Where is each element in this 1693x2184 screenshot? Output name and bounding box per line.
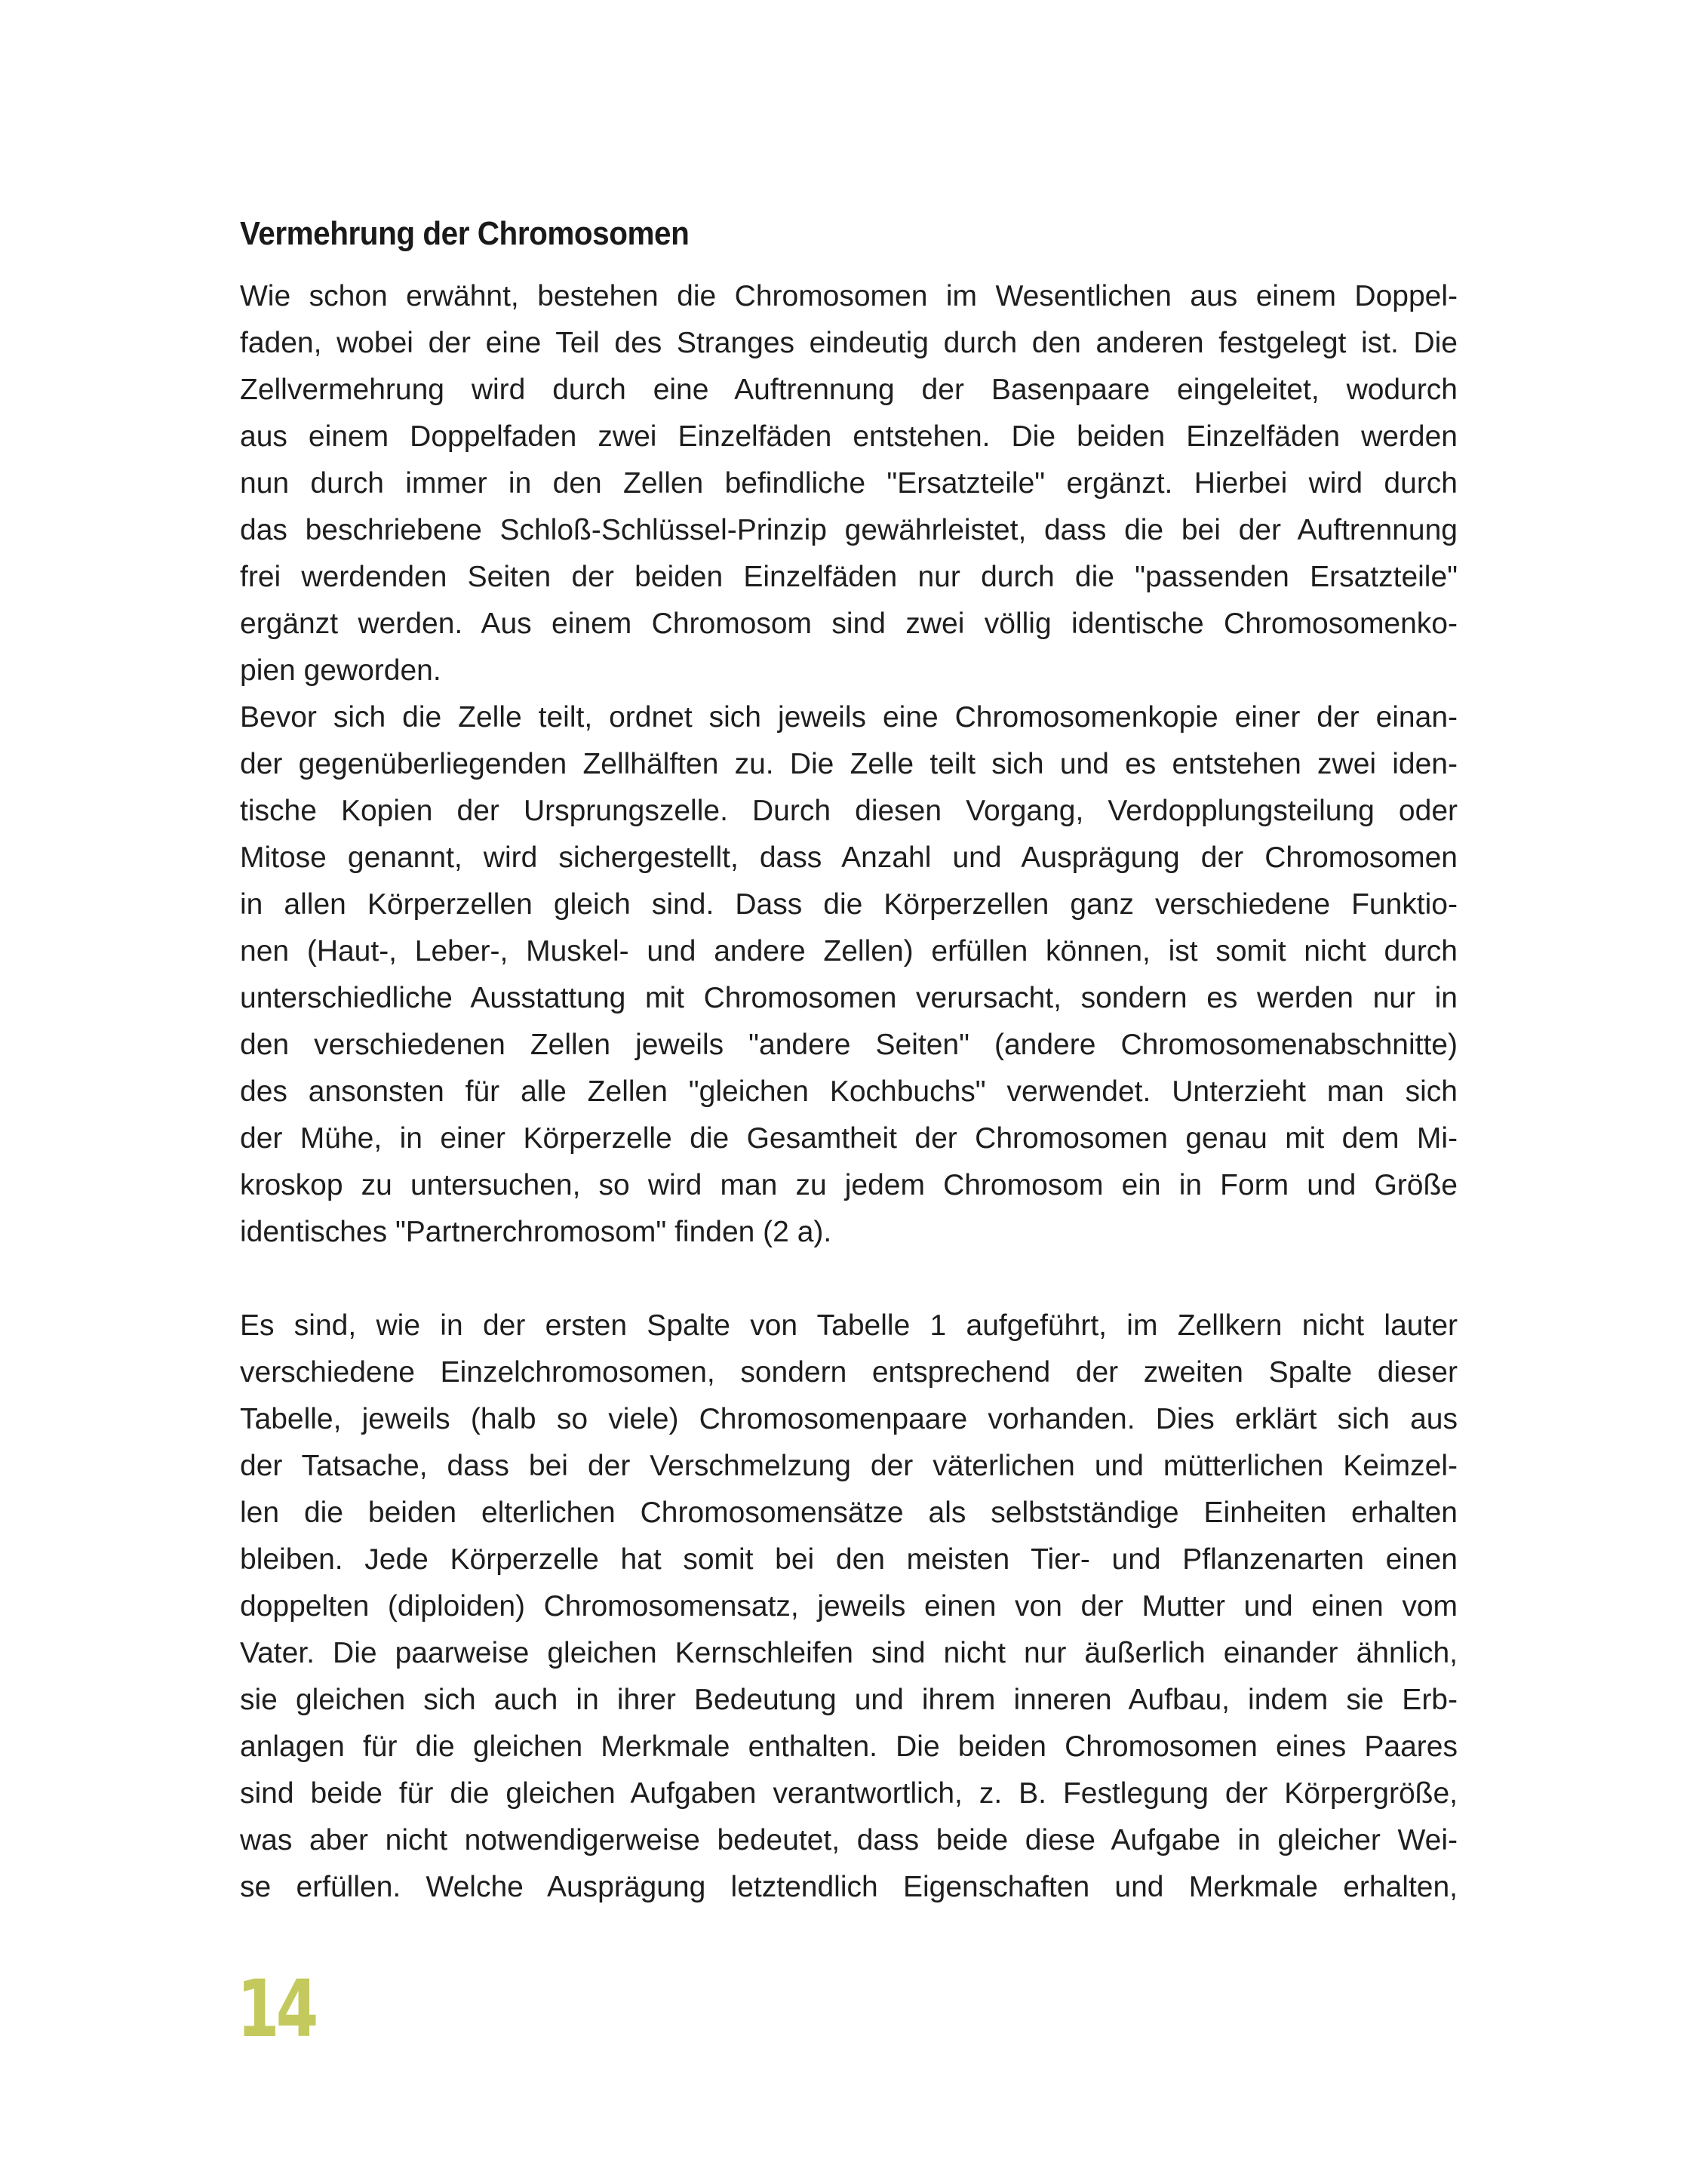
text-line: Zellvermehrung wird durch eine Auftrennung der Basenpaare eingeleitet, wodurch: [240, 374, 1458, 406]
text-line: unterschiedliche Ausstattung mit Chromosomen verursacht, sondern es werden nur in: [240, 982, 1458, 1014]
section-heading: Vermehrung der Chromosomen: [240, 215, 690, 252]
text-line: se erfüllen. Welche Ausprägung letztendlich Eigenschaften und Merkmale erhalten,: [240, 1871, 1458, 1903]
text-line: nen (Haut-, Leber-, Muskel- und andere Zellen) erfüllen können, ist somit nicht durch: [240, 935, 1458, 967]
text-line: des ansonsten für alle Zellen "gleichen Kochbuchs" verwendet. Unterzieht man sich: [240, 1075, 1458, 1108]
text-line: anlagen für die gleichen Merkmale enthalten. Die beiden Chromosomen eines Paares: [240, 1730, 1458, 1763]
text-line: Tabelle, jeweils (halb so viele) Chromosomenpaare vorhanden. Dies erklärt sich aus: [240, 1403, 1458, 1435]
text-line: kroskop zu untersuchen, so wird man zu jedem Chromosom ein in Form und Größe: [240, 1169, 1458, 1201]
text-line: faden, wobei der eine Teil des Stranges eindeutig durch den anderen festgelegt ist. Die: [240, 327, 1458, 359]
text-line: identisches "Partnerchromosom" finden (2 a).: [240, 1216, 832, 1248]
text-line: tische Kopien der Ursprungszelle. Durch diesen Vorgang, Verdopplungsteilung oder: [240, 795, 1458, 827]
text-line: Bevor sich die Zelle teilt, ordnet sich jeweils eine Chromosomenkopie einer der einan-: [240, 701, 1458, 734]
text-line: das beschriebene Schloß-Schlüssel-Prinzip gewährleistet, dass die bei der Auftrennung: [240, 514, 1458, 546]
text-line: ergänzt werden. Aus einem Chromosom sind zwei völlig identische Chromosomenko-: [240, 608, 1458, 640]
text-line: nun durch immer in den Zellen befindliche "Ersatzteile" ergänzt. Hierbei wird durch: [240, 467, 1458, 500]
text-line: Vater. Die paarweise gleichen Kernschleifen sind nicht nur äußerlich einander ähnlich,: [240, 1637, 1458, 1669]
text-line: bleiben. Jede Körperzelle hat somit bei den meisten Tier- und Pflanzenarten einen: [240, 1543, 1458, 1576]
text-line: sind beide für die gleichen Aufgaben verantwortlich, z. B. Festlegung der Körpergröße,: [240, 1777, 1458, 1810]
text-line: was aber nicht notwendigerweise bedeutet, dass beide diese Aufgabe in gleicher Wei-: [240, 1824, 1458, 1856]
text-line: frei werdenden Seiten der beiden Einzelfäden nur durch die "passenden Ersatzteile": [240, 561, 1458, 593]
text-line: Mitose genannt, wird sichergestellt, dass Anzahl und Ausprägung der Chromosomen: [240, 841, 1458, 874]
text-line: Es sind, wie in der ersten Spalte von Tabelle 1 aufgeführt, im Zellkern nicht lauter: [240, 1309, 1458, 1342]
text-line: der gegenüberliegenden Zellhälften zu. Die Zelle teilt sich und es entstehen zwei iden-: [240, 748, 1458, 780]
text-line: der Mühe, in einer Körperzelle die Gesamtheit der Chromosomen genau mit dem Mi-: [240, 1122, 1458, 1155]
text-line: Wie schon erwähnt, bestehen die Chromosomen im Wesentlichen aus einem Doppel-: [240, 280, 1458, 312]
text-line: aus einem Doppelfaden zwei Einzelfäden entstehen. Die beiden Einzelfäden werden: [240, 420, 1458, 453]
page-number: 14: [237, 1963, 315, 2055]
text-line: len die beiden elterlichen Chromosomensätze als selbstständige Einheiten erhalten: [240, 1497, 1458, 1529]
text-line: pien geworden.: [240, 654, 441, 687]
text-line: verschiedene Einzelchromosomen, sondern entsprechend der zweiten Spalte dieser: [240, 1356, 1458, 1389]
body-text: [240, 273, 1458, 1911]
text-line: den verschiedenen Zellen jeweils "andere Seiten" (andere Chromosomenabschnitte): [240, 1029, 1458, 1061]
paragraph-gap: [240, 1256, 1458, 1303]
text-line: doppelten (diploiden) Chromosomensatz, jeweils einen von der Mutter und einen vom: [240, 1590, 1458, 1623]
text-line: in allen Körperzellen gleich sind. Dass die Körperzellen ganz verschiedene Funktio-: [240, 888, 1458, 921]
text-line: der Tatsache, dass bei der Verschmelzung der väterlichen und mütterlichen Keimzel-: [240, 1450, 1458, 1482]
text-line: sie gleichen sich auch in ihrer Bedeutung und ihrem inneren Aufbau, indem sie Erb-: [240, 1684, 1458, 1716]
